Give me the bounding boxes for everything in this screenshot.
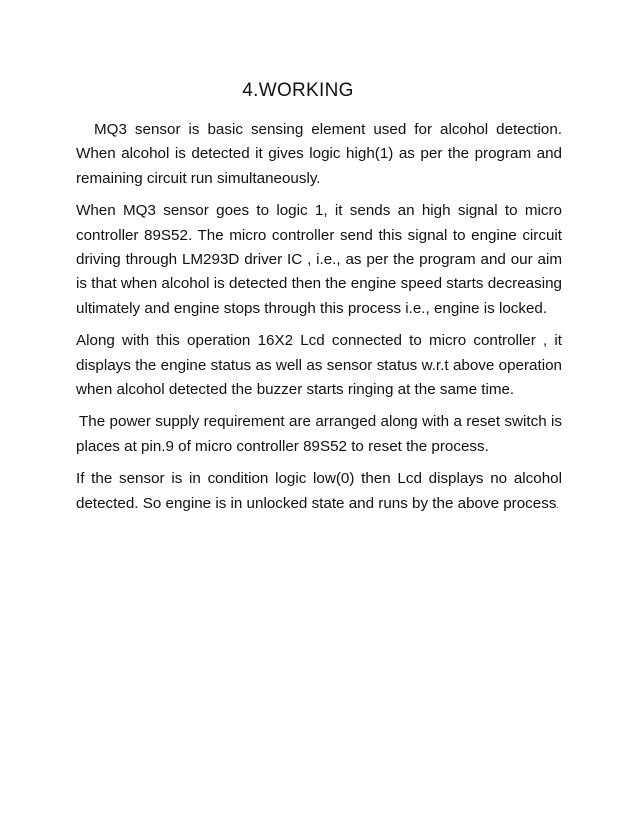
section-body: [76, 118, 562, 525]
paragraph-power-supply: The power supply requirement are arranged along with a reset switch is places at pin.9 of micro controller 89S52 to reset the process.: [76, 413, 562, 455]
paragraph-unlocked-state: [76, 467, 562, 517]
section-title: 4.WORKING: [242, 80, 354, 101]
paragraph-unlocked-state-text: If the sensor is in condition logic low(0) then Lcd displays no alcohol detected. So engine is in unlocked state and runs by the above process: [76, 470, 562, 512]
paragraph-intro: MQ3 sensor is basic sensing element used for alcohol detection. When alcohol is detected it gives logic high(1) as per the program and remaining circuit run simultaneously.: [76, 121, 562, 187]
paragraph-end-period: .: [556, 499, 559, 510]
paragraph-lcd-display: Along with this operation 16X2 Lcd connected to micro controller , it displays the engine status as well as sensor status w.r.t above operation when alcohol detected the buzzer starts ringing at the same time.: [76, 332, 562, 399]
paragraph-signal-flow: When MQ3 sensor goes to logic 1, it sends an high signal to micro controller 89S52. The micro controller send this signal to engine circuit driving through LM293D driver IC , i.e., as per the program and our aim is that when alcohol is detected then the engine speed starts decreasing ultimately and engine stops through this process i.e., engine is locked.: [76, 202, 562, 317]
